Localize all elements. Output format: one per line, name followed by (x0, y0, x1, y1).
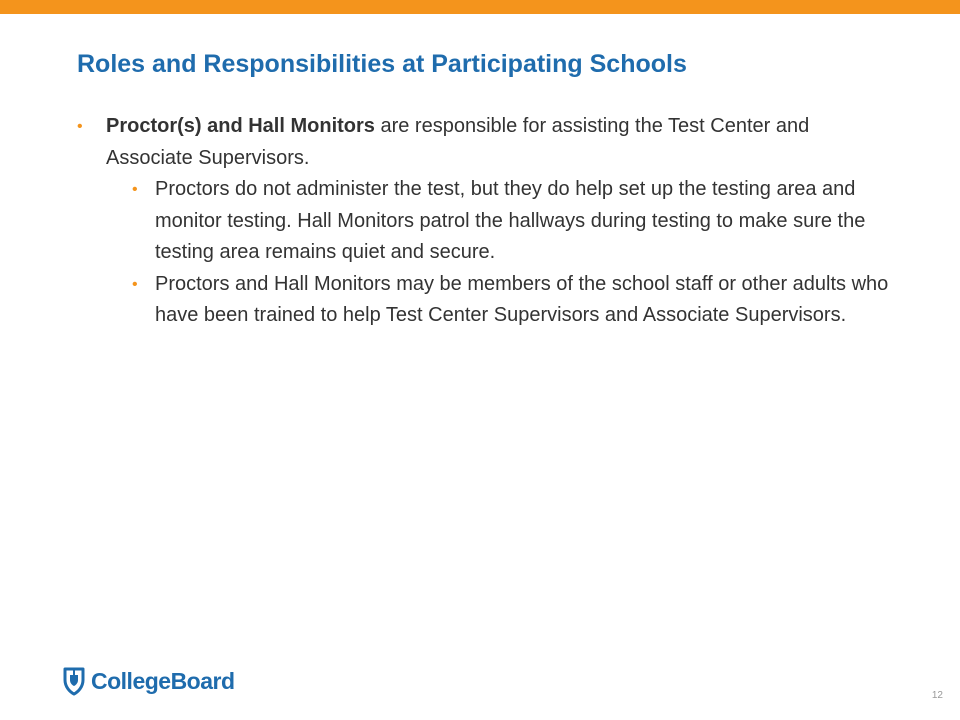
acorn-shield-icon (62, 666, 86, 696)
sub-bullet-item (106, 174, 897, 269)
bullet-marker: • (77, 118, 83, 135)
bullet-marker: • (132, 275, 138, 293)
sub-bullet-text: Proctors do not administer the test, but they do help set up the testing area and monitor testing. Hall Monitors patrol the hallways during testing to make sure the testing area remains quiet and secure. (155, 178, 866, 263)
bullet-marker: • (132, 181, 138, 198)
bullet-item (77, 111, 897, 332)
slide-title: Roles and Responsibilities at Participating Schools (77, 50, 687, 78)
bullet-list (77, 111, 897, 332)
top-accent-bar (0, 0, 960, 14)
sub-bullet-item (106, 269, 897, 332)
sub-bullet-text: Proctors and Hall Monitors may be members of the school staff or other adults who have been trained to help Test Center Supervisors and Associate Supervisors. (155, 272, 889, 326)
page-number: 12 (931, 690, 943, 701)
logo-wordmark: CollegeBoard (91, 667, 235, 694)
collegeboard-logo (62, 663, 235, 699)
bullet-text: are responsible for assisting the Test Center and Associate Supervisors. (106, 115, 810, 169)
bullet-bold-text: Proctor(s) and Hall Monitors (106, 115, 375, 137)
sub-bullet-list (106, 174, 897, 332)
